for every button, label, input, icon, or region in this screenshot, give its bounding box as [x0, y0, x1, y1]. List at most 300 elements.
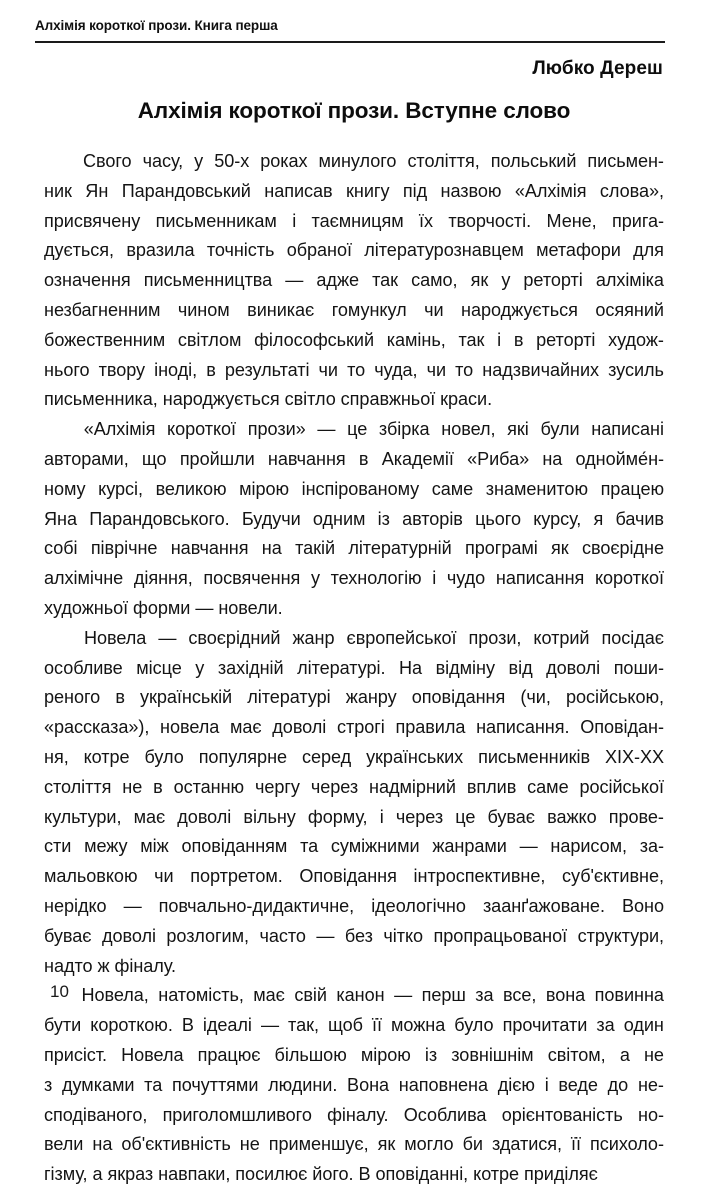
word: чи [318, 359, 338, 380]
word: канон [336, 985, 385, 1006]
word: реторті [523, 270, 583, 291]
word: за- [639, 836, 664, 857]
word: повинна [594, 985, 664, 1006]
word: було [454, 1015, 494, 1036]
word: «рассказа»), [44, 717, 150, 738]
word: прози, [468, 627, 522, 648]
word: 50-х [214, 151, 250, 171]
word: чудо [446, 568, 486, 589]
paragraph [44, 147, 664, 415]
word: і [497, 329, 502, 350]
word: через [310, 776, 359, 797]
word: таємницям [311, 210, 404, 231]
word: доволі [272, 717, 327, 738]
word: то [347, 359, 366, 380]
word: не [239, 1134, 260, 1155]
word: би [462, 1134, 483, 1155]
word: «Алхімія [83, 419, 156, 440]
indent-spacer [44, 624, 72, 654]
word: орієнтованість [501, 1104, 623, 1125]
word: реторті [536, 329, 596, 350]
text-line [44, 564, 664, 594]
text-line [44, 892, 664, 922]
word: — [394, 985, 413, 1006]
word: інспірованому [301, 478, 420, 499]
word: розлогим, [166, 925, 249, 946]
word: прове- [608, 806, 664, 827]
word: за [596, 1015, 615, 1036]
word: Будучи [241, 508, 301, 529]
text-line [44, 147, 664, 177]
word: обраної [286, 240, 352, 261]
word: веде [558, 1074, 598, 1095]
word: літературній [348, 538, 452, 559]
word: часу, [142, 151, 184, 171]
word: із [424, 1044, 438, 1065]
word: но- [638, 1104, 664, 1125]
word: що [141, 448, 167, 469]
word: твору [98, 359, 146, 380]
word: письменників [478, 746, 591, 767]
word: які [507, 419, 529, 440]
word: Ян [85, 180, 109, 201]
word: саме [431, 478, 474, 499]
word: психоло- [590, 1134, 664, 1155]
word: має [133, 806, 166, 827]
word: свій [294, 985, 327, 1006]
word: це [347, 419, 368, 440]
text-line [44, 1011, 664, 1041]
paragraph [44, 981, 664, 1190]
word: Оповідан- [580, 717, 664, 738]
word: однойме́н- [575, 448, 664, 469]
word: чуда, [374, 359, 418, 380]
word: жанру [345, 687, 397, 708]
word: так [372, 270, 399, 291]
word: знаменитою [485, 478, 588, 499]
word: В [181, 1015, 194, 1036]
text-line: гізму, а якраз навпаки, посилює його. В оповіданні, котре приділяє [44, 1164, 598, 1185]
word: і [292, 210, 297, 231]
word: здатися, [491, 1134, 562, 1155]
word: більшою [274, 1044, 347, 1065]
word: не [122, 776, 143, 797]
word: — [316, 925, 335, 946]
word: світом, [547, 1044, 606, 1065]
word: світлом [177, 329, 242, 350]
word: вели [44, 1134, 84, 1155]
word: суміжними [330, 836, 420, 857]
word: перш [421, 985, 466, 1006]
word: божественним [44, 329, 166, 350]
word: вплив [466, 776, 517, 797]
word: собі [44, 538, 78, 559]
word: українській [140, 687, 233, 708]
word: котре [83, 746, 130, 767]
word: буває [44, 925, 92, 946]
text-line [44, 177, 664, 207]
word: письменникам [155, 210, 277, 231]
word: нього [44, 359, 90, 380]
word: применшує, [268, 1134, 369, 1155]
word: посідає [601, 627, 664, 648]
word: за [475, 985, 494, 1006]
word: на [92, 1134, 113, 1155]
word: так, [288, 1015, 319, 1036]
author-name: Любко Дереш [532, 58, 663, 79]
word: без [344, 925, 373, 946]
word: літературі. [297, 657, 386, 678]
word: посвячення [203, 568, 301, 589]
text-line [44, 1101, 664, 1131]
word: — [285, 270, 304, 291]
word: короткої [594, 568, 664, 589]
word: Новела [84, 627, 147, 648]
word: Оповідання [299, 866, 397, 887]
text-line [44, 505, 664, 535]
word: навчання [267, 448, 346, 469]
word: почуттями [171, 1074, 259, 1095]
text-line: надто ж фіналу. [44, 955, 176, 976]
word: українських [366, 746, 464, 767]
word: присвячену [44, 210, 141, 231]
word: зовнішнім [451, 1044, 534, 1065]
word: Мене, [546, 210, 597, 231]
word: доволі [177, 806, 232, 827]
word: чергу [254, 776, 300, 797]
word: це [455, 806, 476, 827]
word: між [140, 836, 169, 857]
word: оповідання [411, 687, 506, 708]
word: авторів [402, 508, 463, 529]
running-head [35, 18, 665, 34]
word: літературознавцем [364, 240, 524, 261]
word: доволі [101, 925, 156, 946]
word: чи [154, 866, 174, 887]
word: піврічне [90, 538, 158, 559]
word: Воно [621, 895, 664, 916]
word: в [358, 448, 369, 469]
word: письмен- [587, 151, 664, 171]
word: не [643, 1044, 664, 1065]
word: ному [44, 478, 86, 499]
word: російської [579, 776, 664, 797]
word: «Алхімія [514, 180, 587, 201]
word: алхімічне [44, 568, 124, 589]
word: мальовкою [44, 866, 138, 887]
word: осяяний [595, 299, 664, 320]
word: Вона [347, 1074, 390, 1095]
text-line [44, 534, 664, 564]
text-line [44, 445, 664, 475]
word: Новела [121, 1044, 184, 1065]
text-line [44, 236, 664, 266]
word: із [377, 508, 390, 529]
word: новела [160, 717, 220, 738]
word: адже [316, 270, 360, 291]
word: — [123, 895, 142, 916]
text-line [44, 683, 664, 713]
word: чи [426, 359, 447, 380]
word: худож- [608, 329, 664, 350]
text-line [44, 266, 664, 296]
word: одним [312, 508, 366, 529]
word: на [261, 538, 282, 559]
word: нерідко [44, 895, 107, 916]
word: метафори [536, 240, 621, 261]
word: об'єктивність [121, 1134, 231, 1155]
word: століття [44, 776, 112, 797]
page-number: 10 [50, 982, 69, 1001]
word: має [253, 985, 285, 1006]
word: думками [62, 1074, 135, 1095]
word: вільну [243, 806, 296, 827]
text-line [44, 654, 664, 684]
word: були [540, 419, 580, 440]
word: прози» [247, 419, 306, 440]
word: в [513, 329, 524, 350]
text-line: письменника, народжується світло справжньої краси. [44, 389, 493, 410]
word: назвою [440, 180, 502, 201]
word: буває [487, 806, 535, 827]
word: ня, [44, 746, 69, 767]
text-line [44, 207, 664, 237]
word: минулого [318, 151, 397, 171]
word: котрий [533, 627, 590, 648]
word: та [300, 836, 319, 857]
word: само, [411, 270, 458, 291]
word: щоб [327, 1015, 363, 1036]
word: і [432, 568, 437, 589]
word: їх [418, 210, 433, 231]
word: присіст. [44, 1044, 107, 1065]
word: нарисом, [550, 836, 627, 857]
word: наповнена [398, 1074, 488, 1095]
text-line [44, 326, 664, 356]
word: у [194, 151, 204, 171]
word: інтроспективне, [413, 866, 546, 887]
word: (чи, [520, 687, 551, 708]
word: ідеалі [202, 1015, 252, 1036]
word: фіналу. [327, 1104, 389, 1125]
text-line [44, 1071, 664, 1101]
word: роках [260, 151, 308, 171]
word: чином [177, 299, 230, 320]
page-title: Алхімія короткої прози. Вступне слово [137, 98, 571, 123]
word: часто [259, 925, 306, 946]
word: і [379, 806, 384, 827]
word: новел, [441, 419, 496, 440]
word: її [372, 1015, 382, 1036]
word: бачив [615, 508, 664, 529]
word: написав [264, 180, 333, 201]
word: цього [475, 508, 521, 529]
text-line [44, 415, 664, 445]
word: XIX-XX [604, 746, 664, 767]
word: зусиль [608, 359, 664, 380]
word: ідеологічно [371, 895, 466, 916]
word: саме [527, 776, 569, 797]
word: — [260, 1015, 279, 1036]
word: камінь, [386, 329, 446, 350]
word: Парандовського. [89, 508, 230, 529]
text-line [44, 922, 664, 952]
word: слова», [599, 180, 664, 201]
word: — [317, 419, 336, 440]
word: народжується [461, 299, 578, 320]
word: для [633, 240, 664, 261]
word: пройшли [179, 448, 255, 469]
word: особливе [44, 657, 123, 678]
word: строгі [336, 717, 385, 738]
word: реного [44, 687, 101, 708]
word: в [115, 687, 125, 708]
text-line [44, 773, 664, 803]
word: серед [301, 746, 352, 767]
word: важко [547, 806, 597, 827]
word: повчально-дидактичне, [158, 895, 355, 916]
body-text [44, 147, 664, 1190]
word: Свого [83, 151, 132, 171]
word: сти [44, 836, 72, 857]
word: сподіваного, [44, 1104, 148, 1125]
text-line: художньої форми — новели. [44, 597, 283, 618]
indent-spacer [44, 147, 72, 177]
text-line [44, 862, 664, 892]
word: чи [424, 299, 444, 320]
word: гомункул [331, 299, 407, 320]
word: як [470, 270, 489, 291]
text-line [44, 713, 664, 743]
word: у [195, 657, 205, 678]
word: Яна [44, 508, 77, 529]
word: результаті [224, 359, 310, 380]
word: працює [197, 1044, 261, 1065]
word: іноді, [154, 359, 198, 380]
indent-spacer [44, 415, 72, 445]
word: західній [217, 657, 284, 678]
word: могло [404, 1134, 454, 1155]
word: можна [391, 1015, 446, 1036]
word: виникає [247, 299, 315, 320]
word: короткої [167, 419, 237, 440]
word: так [458, 329, 485, 350]
text-line [44, 475, 664, 505]
word: пропрацьованої [433, 925, 568, 946]
word: культури, [44, 806, 122, 827]
word: відміну [435, 657, 495, 678]
text-line [44, 803, 664, 833]
word: прочитати [502, 1015, 588, 1036]
header-rule [35, 41, 665, 43]
word: структури, [577, 925, 664, 946]
word: — [519, 836, 538, 857]
word: останню [173, 776, 245, 797]
word: навчання [170, 538, 249, 559]
word: вона [545, 985, 586, 1006]
word: польський [490, 151, 577, 171]
word: такій [295, 538, 336, 559]
word: Особлива [403, 1104, 487, 1125]
word: мірою [360, 1044, 411, 1065]
word: точність [206, 240, 275, 261]
word: технологію [330, 568, 422, 589]
word: збірка [378, 419, 430, 440]
word: правила [395, 717, 466, 738]
word: через [395, 806, 444, 827]
word: заанґажоване. [482, 895, 605, 916]
word: прига- [612, 210, 664, 231]
word: незбагненним [44, 299, 161, 320]
text-line [44, 832, 664, 862]
word: один [623, 1015, 664, 1036]
word: і [544, 1074, 549, 1095]
word: російською, [565, 687, 664, 708]
word: курсу, [533, 508, 582, 529]
word: межу [84, 836, 128, 857]
word: я [593, 508, 604, 529]
word: як [551, 538, 569, 559]
word: мірою [239, 478, 290, 499]
word: написання [495, 568, 585, 589]
word: — [158, 627, 177, 648]
word: літературі [247, 687, 331, 708]
word: поши- [613, 657, 664, 678]
word: чітко [383, 925, 424, 946]
word: книгу [346, 180, 390, 201]
word: жанр [292, 627, 335, 648]
word: століття, [407, 151, 480, 171]
word: Академії [381, 448, 454, 469]
running-head-text: Алхімія короткої прози. Книга перша [35, 18, 278, 33]
text-line [44, 1041, 664, 1071]
word: було [144, 746, 184, 767]
word: На [399, 657, 423, 678]
word: Парандовський [121, 180, 251, 201]
word: та [144, 1074, 163, 1095]
text-line [44, 356, 664, 386]
word: як [377, 1134, 396, 1155]
text-line [44, 296, 664, 326]
text-line [44, 624, 664, 654]
word: бути [44, 1015, 82, 1036]
text-line [44, 1130, 664, 1160]
word: у [310, 568, 320, 589]
word: від [508, 657, 533, 678]
word: людини. [268, 1074, 338, 1095]
word: місце [136, 657, 182, 678]
word: натомість, [158, 985, 244, 1006]
word: доволі [546, 657, 601, 678]
word: її [571, 1134, 581, 1155]
paragraph [44, 624, 664, 982]
word: суб'єктивне, [562, 866, 664, 887]
word: портретом. [190, 866, 283, 887]
word: у [501, 270, 511, 291]
word: а [619, 1044, 630, 1065]
word: великою [155, 478, 227, 499]
text-line [44, 743, 664, 773]
word: під [402, 180, 428, 201]
word: на [542, 448, 563, 469]
word: популярне [198, 746, 288, 767]
word: письменництва [143, 270, 273, 291]
word: вразила [126, 240, 195, 261]
paragraph [44, 415, 664, 624]
word: курсі, [98, 478, 143, 499]
word: оповіданням [181, 836, 288, 857]
word: творчості. [448, 210, 532, 231]
